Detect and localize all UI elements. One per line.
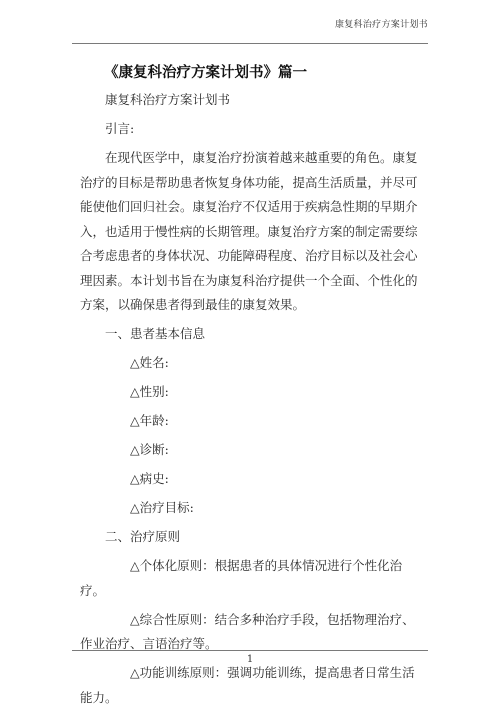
running-header: 康复科治疗方案计划书 — [334, 20, 428, 30]
document-body — [80, 88, 425, 710]
patient-info-item: △诊断: — [130, 442, 169, 457]
intro-heading: 引言: — [105, 121, 135, 136]
patient-info-item: △年龄: — [130, 413, 169, 428]
patient-info-item: △姓名: — [130, 355, 169, 370]
page-number: 1 — [246, 654, 254, 665]
document-title: 《康复科治疗方案计划书》篇一 — [104, 65, 307, 81]
patient-info-item: △治疗目标: — [130, 500, 194, 515]
section-heading-treatment-principles: 二、治疗原则 — [105, 529, 181, 544]
patient-info-item: △病史: — [130, 471, 169, 486]
section-heading-patient-info: 一、患者基本信息 — [105, 326, 206, 341]
document-subtitle: 康复科治疗方案计划书 — [105, 92, 231, 107]
principle-item: △个体化原则：根据患者的具体情况进行个性化治疗。 — [80, 558, 403, 598]
header-divider — [72, 43, 428, 44]
principle-item: △综合性原则：结合多种治疗手段，包括物理治疗、作业治疗、言语治疗等。 — [80, 611, 415, 651]
patient-info-item: △性别: — [130, 384, 169, 399]
principle-item: △功能训练原则：强调功能训练，提高患者日常生活能力。 — [80, 665, 415, 705]
intro-paragraph: 在现代医学中，康复治疗扮演着越来越重要的角色。康复治疗的目标是帮助患者恢复身体功能，提高生活质量，并尽可能使他们回归社会。康复治疗不仅适用于疾病急性期的早期介入，也适用于慢性病的长期管理。康复治疗方案的制定需要综合考虑患者的身体状况、功能障碍程度、治疗目标以及社会心理因素。本计划书旨在为康复科治疗提供一个全面、个性化的方案，以确保患者得到最佳的康复效果。 — [80, 150, 418, 312]
footer-divider — [72, 650, 428, 651]
